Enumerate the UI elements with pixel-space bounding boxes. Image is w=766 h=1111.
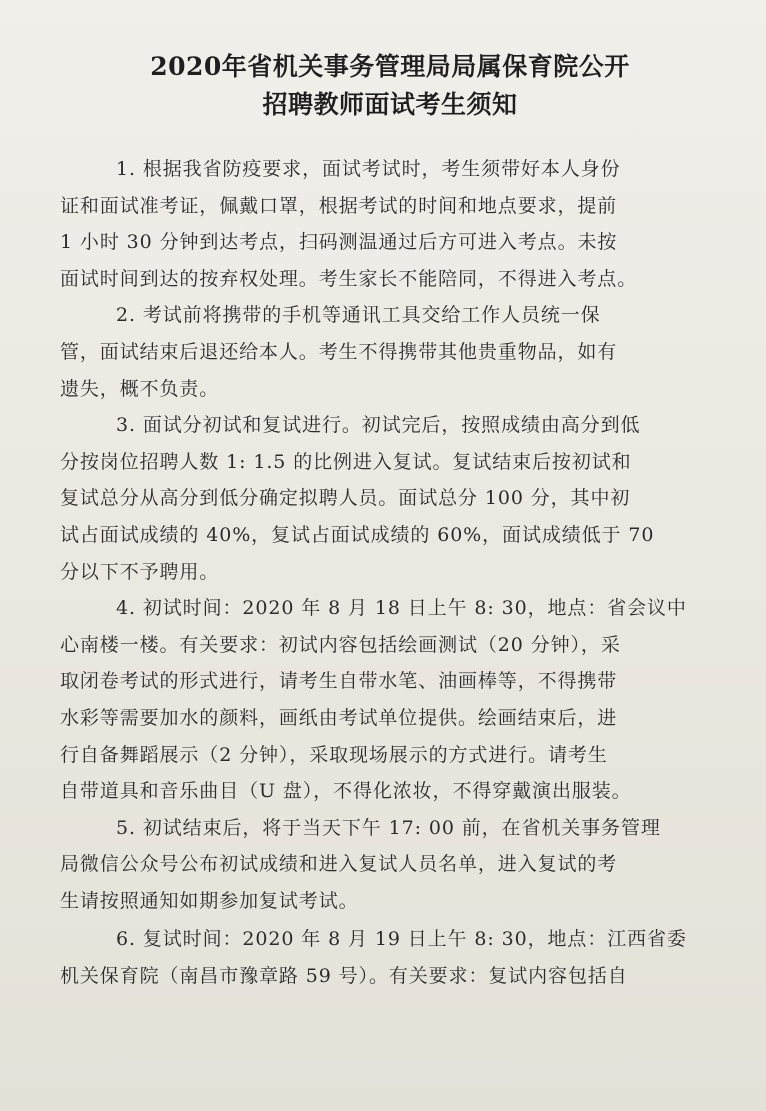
paragraph-line: 4. 初试时间：2020 年 8 月 18 日上午 8: 30，地点：省会议中 [116,597,687,620]
paragraph-line: 1 小时 30 分钟到达考点，扫码测温通过后方可进入考点。未按 [60,231,618,254]
document-title [60,48,720,124]
paragraph-line: 分以下不予聘用。 [60,560,220,583]
paragraph-line: 遗失，概不负责。 [60,377,220,400]
paragraph-line: 3. 面试分初试和复试进行。初试完后，按照成绩由高分到低 [116,414,641,437]
paragraph-line: 行自备舞蹈展示（2 分钟），采取现场展示的方式进行。请考生 [60,743,608,766]
paragraph-line: 局微信公众号公布初试成绩和进入复试人员名单，进入复试的考 [60,853,618,876]
paragraph-line: 管，面试结束后退还给本人。考生不得携带其他贵重物品，如有 [60,340,618,363]
paragraph-line: 试占面试成绩的 40%，复试占面试成绩的 60%，面试成绩低于 70 [60,523,655,546]
paragraph-line: 取闭卷考试的形式进行，请考生自带水笔、油画棒等，不得携带 [60,670,618,693]
paragraph-3 [60,407,720,590]
paragraph-6 [60,921,720,994]
title-line-1: 2020年省机关事务管理局局属保育院公开 [150,52,630,81]
paragraph-line: 5. 初试结束后，将于当天下午 17: 00 前，在省机关事务管理 [116,816,661,839]
paragraph-line: 2. 考试前将携带的手机等通讯工具交给工作人员统一保 [116,304,601,327]
title-line-2: 招聘教师面试考生须知 [262,90,518,119]
paragraph-2 [60,297,720,407]
paragraph-line: 心南楼一楼。有关要求：初试内容包括绘画测试（20 分钟），采 [60,633,621,656]
paragraph-line: 生请按照通知如期参加复试考试。 [60,889,359,912]
paragraph-4 [60,590,720,810]
paragraph-line: 机关保育院（南昌市豫章路 59 号）。有关要求：复试内容包括自 [60,965,628,988]
paragraph-line: 1. 根据我省防疫要求，面试考试时，考生须带好本人身份 [116,158,621,180]
paragraph-1 [60,151,720,297]
paragraph-line: 分按岗位招聘人数 1: 1.5 的比例进入复试。复试结束后按初试和 [60,450,632,473]
paragraph-line: 自带道具和音乐曲目（U 盘），不得化浓妆，不得穿戴演出服装。 [60,780,632,803]
paragraph-line: 6. 复试时间：2020 年 8 月 19 日上午 8: 30，地点：江西省委 [116,928,687,951]
paragraph-5 [60,810,720,920]
paragraph-line: 证和面试准考证，佩戴口罩，根据考试的时间和地点要求，提前 [60,194,618,217]
paragraph-line: 复试总分从高分到低分确定拟聘人员。面试总分 100 分，其中初 [60,487,631,510]
paragraph-line: 面试时间到达的按弃权处理。考生家长不能陪同，不得进入考点。 [60,267,638,290]
paragraph-line: 水彩等需要加水的颜料，画纸由考试单位提供。绘画结束后，进 [60,706,618,729]
